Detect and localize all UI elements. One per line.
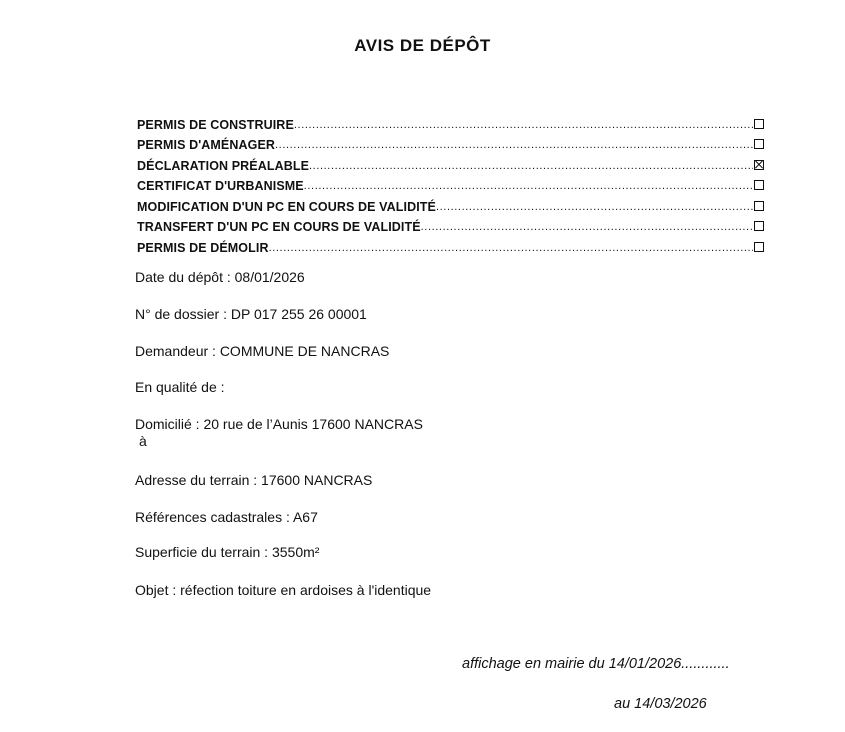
checkbox-icon <box>754 201 764 211</box>
checkbox-icon <box>754 242 764 252</box>
domicile: Domicilié : 20 rue de l’Aunis 17600 NANCRAS <box>135 416 423 432</box>
checked-checkbox-icon <box>754 160 764 170</box>
permit-type-list <box>137 111 764 255</box>
dot-leader <box>304 180 753 192</box>
permit-type-label: MODIFICATION D'UN PC EN COURS DE VALIDITÉ <box>137 199 436 214</box>
domicile-suffix: à <box>139 433 147 449</box>
scan-bleed-through-top-left <box>0 0 3 11</box>
permit-type-row <box>137 152 764 173</box>
page-title: AVIS DE DÉPÔT <box>354 36 491 55</box>
permit-type-row <box>137 234 764 255</box>
permit-type-label: PERMIS DE CONSTRUIRE <box>137 117 294 132</box>
permit-type-label: CERTIFICAT D'URBANISME <box>137 179 304 193</box>
scan-bleed-through-top-right <box>396 14 399 25</box>
dossier-number: N° de dossier : DP 017 255 26 00001 <box>135 306 367 322</box>
checkbox-icon <box>754 119 764 129</box>
references-cadastrales: Références cadastrales : A67 <box>135 509 318 525</box>
dot-leader <box>309 160 753 172</box>
permit-type-row <box>137 132 764 153</box>
superficie: Superficie du terrain : 3550m² <box>135 544 320 560</box>
domicile-block <box>135 416 423 449</box>
permit-type-label: PERMIS DE DÉMOLIR <box>137 240 269 255</box>
permit-type-row <box>137 193 764 214</box>
checkbox-icon <box>754 180 764 190</box>
permit-type-row <box>137 214 764 235</box>
permit-type-label: PERMIS D'AMÉNAGER <box>137 138 276 152</box>
objet: Objet : réfection toiture en ardoises à l'identique <box>135 582 432 598</box>
dot-leader <box>421 221 753 233</box>
permit-type-row <box>137 173 764 194</box>
dot-leader <box>275 139 753 151</box>
permit-type-label: DÉCLARATION PRÉALABLE <box>137 158 310 173</box>
qualite: En qualité de : <box>135 379 225 395</box>
affichage-to: au 14/03/2026 <box>614 696 707 712</box>
checkbox-icon <box>754 221 764 231</box>
permit-type-row <box>137 111 764 132</box>
dot-leader <box>294 119 753 131</box>
affichage-from: affichage en mairie du 14/01/2026............ <box>462 656 730 672</box>
demandeur: Demandeur : COMMUNE DE NANCRAS <box>135 343 390 359</box>
dot-leader <box>436 201 753 213</box>
date-depot: Date du dépôt : 08/01/2026 <box>135 269 305 285</box>
dot-leader <box>269 242 753 254</box>
checkbox-icon <box>754 139 764 149</box>
adresse-terrain: Adresse du terrain : 17600 NANCRAS <box>135 472 373 488</box>
permit-type-label: TRANSFERT D'UN PC EN COURS DE VALIDITÉ <box>137 220 421 234</box>
